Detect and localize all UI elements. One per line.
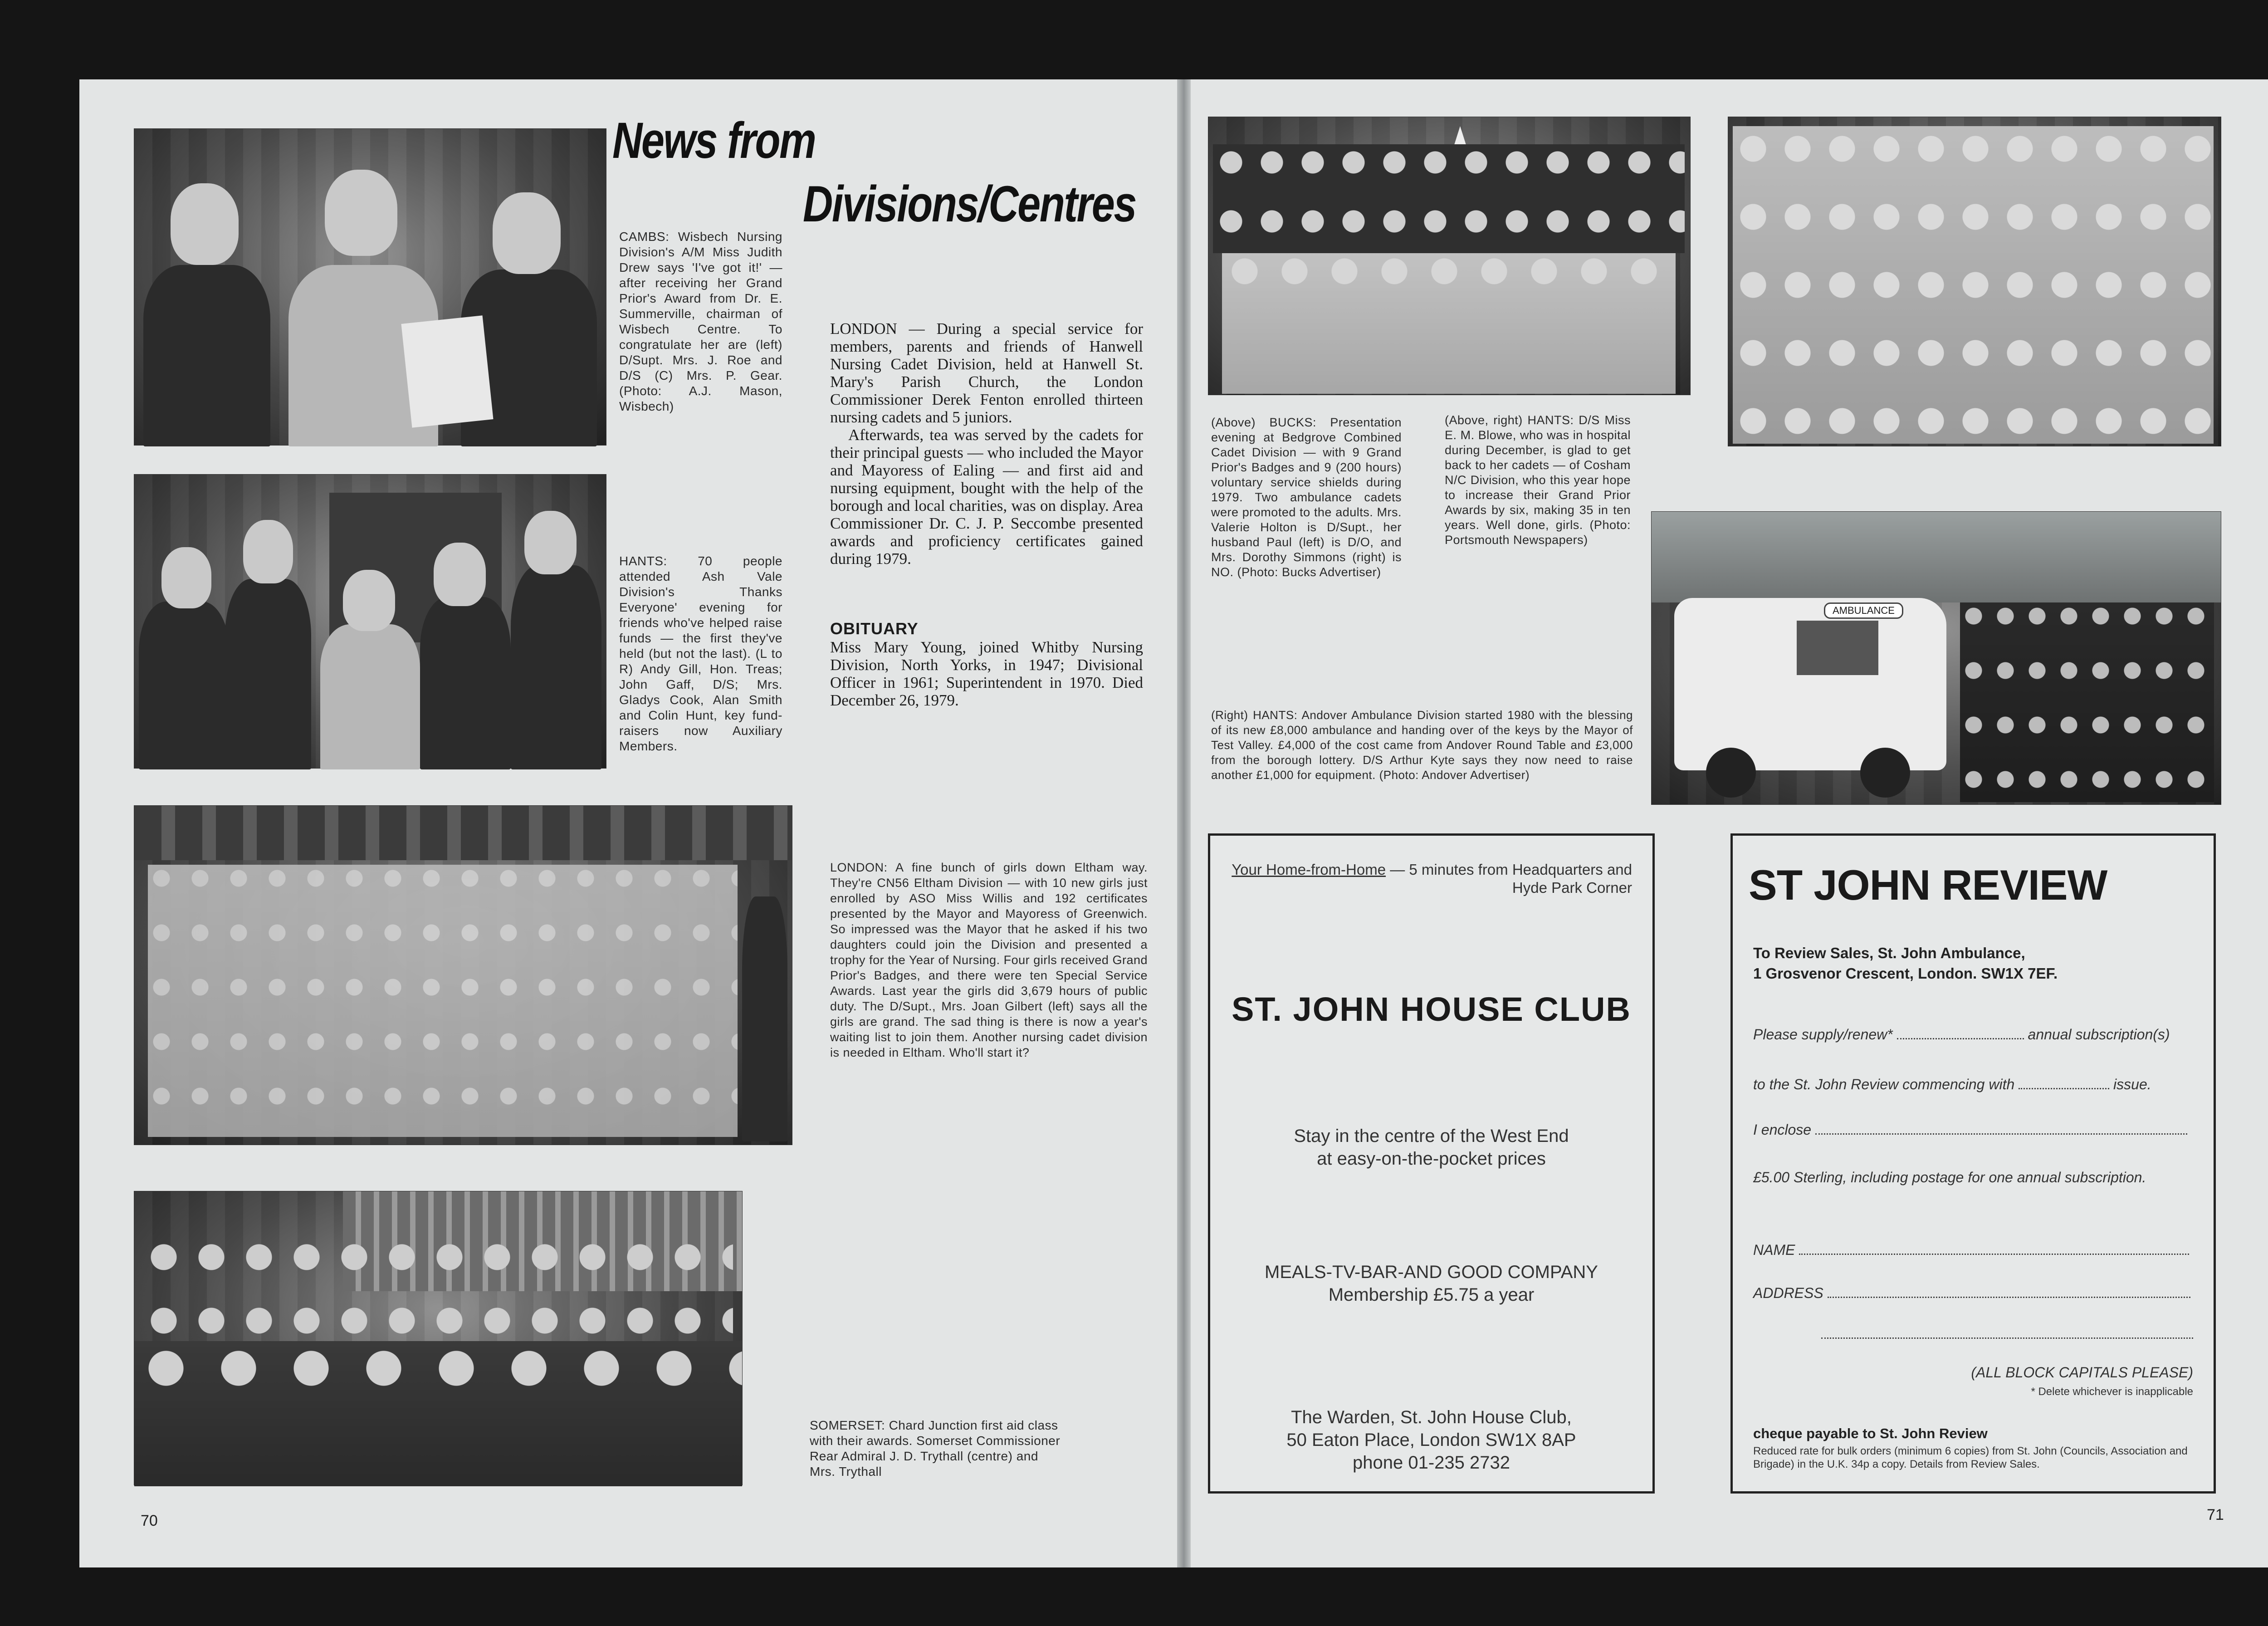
right-page bbox=[1191, 79, 2268, 1567]
obituary-heading: OBITUARY bbox=[830, 619, 919, 638]
photo-hants-ash-vale bbox=[134, 474, 606, 769]
tagline-rest: — 5 minutes from Headquarters and Hyde Park Corner bbox=[1386, 861, 1632, 896]
page-number-right: 71 bbox=[2207, 1506, 2224, 1523]
form-price-line: £5.00 Sterling, including postage for one annual subscription. bbox=[1753, 1169, 2146, 1185]
london-paragraph-2: Afterwards, tea was served by the cadets for their principal guests — who included the Mayor and Mayoress of Ealing — and first aid and nursing equipment, bought with the help of the borough and local charities, was on display. Area Commissioner Dr. C. J. P. Seccombe presented awards and proficiency certificates gained during 1979. bbox=[830, 426, 1143, 568]
commencing-issue-input[interactable] bbox=[2019, 1088, 2109, 1089]
supply-label: Please supply/renew* bbox=[1753, 1026, 1893, 1043]
spine-gutter bbox=[1177, 79, 1191, 1567]
enclose-label: I enclose bbox=[1753, 1122, 1812, 1138]
photo-andover-ambulance bbox=[1651, 511, 2221, 805]
page-number-left: 70 bbox=[141, 1512, 158, 1529]
annual-sub-label: annual subscription(s) bbox=[2028, 1026, 2170, 1043]
form-address-line-2 bbox=[1753, 1326, 2193, 1342]
house-club-title: ST. JOHN HOUSE CLUB bbox=[1232, 990, 1631, 1028]
obituary-text: Miss Mary Young, joined Whitby Nursing Division, North Yorks, in 1947; Divisional Officer in 1961; Superintendent in 1970. Died December 26, 1979. bbox=[830, 638, 1143, 709]
ambulance-sign: AMBULANCE bbox=[1824, 602, 1903, 619]
form-address-line bbox=[1753, 1285, 2193, 1302]
issue-label: issue. bbox=[2113, 1076, 2151, 1092]
supply-quantity-input[interactable] bbox=[1897, 1038, 2024, 1039]
delete-note: * Delete whichever is inapplicable bbox=[2031, 1386, 2193, 1398]
london-paragraph-1: LONDON — During a special service for members, parents and friends of Hanwell Nursing Cadet Division, held at Hanwell St. Mary's Parish Church, the London Commissioner Derek Fenton enrolled thirteen nursing cadets and 5 juniors. bbox=[830, 320, 1143, 426]
form-name-line bbox=[1753, 1242, 2193, 1259]
house-club-meals: MEALS-TV-BAR-AND GOOD COMPANY bbox=[1265, 1262, 1598, 1282]
address-input[interactable] bbox=[1828, 1297, 2190, 1298]
form-enclose-line bbox=[1753, 1122, 2193, 1138]
headline-news-from: News from bbox=[612, 112, 816, 169]
bulk-order-note: Reduced rate for bulk orders (minimum 6 copies) from St. John (Councils, Association and Brigade) in the U.K. 34p a copy. Details from Review Sales. bbox=[1753, 1445, 2188, 1470]
house-club-address-1: The Warden, St. John House Club, bbox=[1291, 1407, 1572, 1427]
house-club-address-2: 50 Eaton Place, London SW1X 8AP bbox=[1286, 1430, 1576, 1450]
andover-caption: (Right) HANTS: Andover Ambulance Division started 1980 with the blessing of its new £8,000 ambulance and handing over of the keys by the Mayor of Test Valley. £4,000 of the cost came from Andover Round Table and £3,000 from the borough lottery. D/S Arthur Kyte says they now need to raise another £1,000 for equipment. (Photo: Andover Advertiser) bbox=[1211, 708, 1633, 782]
cambs-caption: CAMBS: Wisbech Nursing Division's A/M Miss Judith Drew says 'I've got it!' — after receiving her Grand Prior's Award from Dr. E. Summerville, chairman of Wisbech Centre. To congratulate her are (left) D/Supt. Mrs. J. Roe and D/S (C) Mrs. P. Gear. (Photo: A.J. Mason, Wisbech) bbox=[619, 230, 782, 413]
photo-bucks-bedgrove bbox=[1208, 117, 1691, 395]
hants-cosham-caption: (Above, right) HANTS: D/S Miss E. M. Blowe, who was in hospital during December, is glad to get back to her cadets — of Cosham N/C Division, who this year hope to increase their Grand Prior Awards by six, making 35 in ten years. Well done, girls. (Photo: Portsmouth Newspapers) bbox=[1445, 413, 1631, 547]
photo-cambs bbox=[134, 128, 606, 446]
photo-somerset-chard bbox=[134, 1191, 743, 1485]
somerset-caption: SOMERSET: Chard Junction first aid class with their awards. Somerset Commissioner Rear Admiral J. D. Trythall (centre) and Mrs. Trythall bbox=[810, 1418, 1061, 1479]
name-input[interactable] bbox=[1799, 1254, 2189, 1255]
headline-divisions-centres: Divisions/Centres bbox=[803, 176, 1136, 232]
bucks-caption: (Above) BUCKS: Presentation evening at Bedgrove Combined Cadet Division — with 9 Grand Prior's Badges and 9 (200 hours) voluntary service shields during 1979. Two ambulance cadets were promoted to the adults. Mrs. Valerie Holton is D/Supt., her husband Paul (left) is D/O, and Mrs. Dorothy Simmons (right) is NO. (Photo: Bucks Advertiser) bbox=[1211, 416, 1402, 579]
house-club-phone: phone 01-235 2732 bbox=[1353, 1453, 1510, 1473]
form-supply-line bbox=[1753, 1026, 2193, 1043]
house-club-stay-2: at easy-on-the-pocket prices bbox=[1317, 1149, 1546, 1169]
photo-cosham-cadets bbox=[1728, 117, 2221, 446]
review-title: ST JOHN REVIEW bbox=[1749, 861, 2107, 909]
photo-eltham-cadets bbox=[134, 805, 792, 1145]
review-address-2: 1 Grosvenor Crescent, London. SW1X 7EF. bbox=[1753, 965, 2058, 982]
left-page bbox=[79, 79, 1177, 1567]
london-article bbox=[830, 320, 1143, 568]
commencing-label: to the St. John Review commencing with bbox=[1753, 1076, 2015, 1092]
eltham-caption: LONDON: A fine bunch of girls down Eltham way. They're CN56 Eltham Division — with 10 new girls just enrolled by ASO Miss Willis and 192 certificates presented by the Mayor and Mayoress of Greenwich. So impressed was the Mayor that he asked if his two daughters could join the Division and presented a trophy for the Year of Nursing. Four girls received Grand Prior's Badges, and there were ten Special Service Awards. Last year the girls did 3,679 hours of public duty. The D/Supt., Mrs. Joan Gilbert (left) says all the girls are grand. The sad thing is there is now a year's waiting list to join them. Another nursing cadet division is needed in Eltham. Who'll start it? bbox=[830, 861, 1148, 1059]
review-address-1: To Review Sales, St. John Ambulance, bbox=[1753, 945, 2025, 961]
form-commencing-line bbox=[1753, 1076, 2193, 1093]
house-club-stay-1: Stay in the centre of the West End bbox=[1294, 1126, 1569, 1146]
block-capitals-note: (ALL BLOCK CAPITALS PLEASE) bbox=[1971, 1364, 2193, 1381]
house-club-membership: Membership £5.75 a year bbox=[1328, 1285, 1535, 1305]
hants-ash-vale-caption: HANTS: 70 people attended Ash Vale Division's Thanks Everyone' evening for friends who've helped raise funds — the first they've held (but not the last). (L to R) Andy Gill, Hon. Treas; John Gaff, D/S; Mrs. Gladys Cook, Alan Smith and Colin Hunt, key fund-raisers now Auxiliary Members. bbox=[619, 554, 782, 753]
name-label: NAME bbox=[1753, 1242, 1795, 1258]
house-club-advert bbox=[1208, 833, 1655, 1494]
home-from-home-link[interactable]: Your Home-from-Home bbox=[1232, 861, 1386, 878]
address-label: ADDRESS bbox=[1753, 1285, 1823, 1301]
review-order-form bbox=[1730, 833, 2216, 1494]
cheque-payable: cheque payable to St. John Review bbox=[1753, 1425, 1988, 1441]
enclose-amount-input[interactable] bbox=[1815, 1133, 2187, 1135]
house-club-tagline bbox=[1228, 861, 1632, 897]
address-input-2[interactable] bbox=[1821, 1337, 2193, 1339]
